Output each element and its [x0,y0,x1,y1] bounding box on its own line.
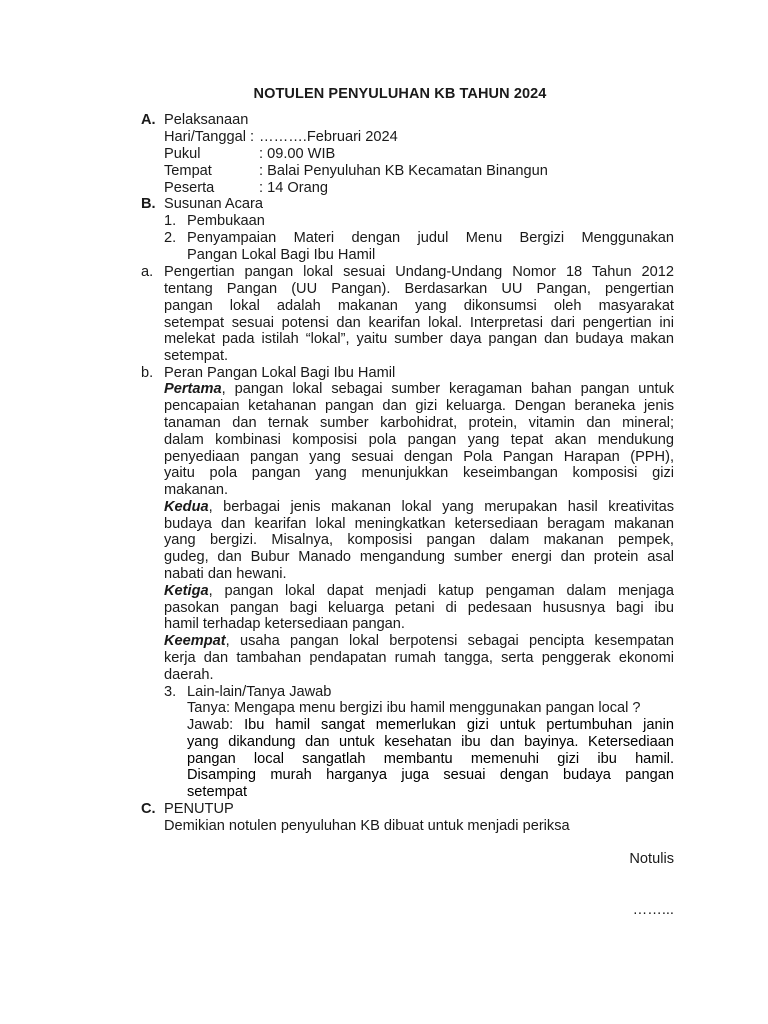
agenda-item-1-number: 1. [164,213,177,229]
answer-line: Disamping murah harganya juga sesuai dengan budaya pangan [187,767,674,783]
keempat-line [164,633,674,650]
section-c-marker: C. [141,801,156,817]
info-label: Hari/Tanggal : [164,129,255,145]
section-a-marker: A. [141,112,156,128]
ketiga-text: , pangan lokal dapat menjadi katup pengaman dalam menjaga [208,583,674,599]
pertama-line: penyediaan pangan yang sesuai dengan Pola Pangan Harapan (PPH), [164,449,674,465]
pertama-line: dalam kombinasi komposisi pola pangan yang tepat akan mendukung [164,432,674,448]
info-value: : 09.00 WIB [259,146,336,162]
answer-line: yang dikandung dan untuk kesehatan ibu dan bayinya. Ketersediaan [187,734,674,750]
keempat-keyword: Keempat [164,633,226,649]
ketiga-line: pasokan pangan bagi keluarga petani di pedesaan hususnya bagi ibu [164,600,674,616]
keempat-line: daerah. [164,667,214,683]
pertama-text: , pangan lokal sebagai sumber keragaman bahan pangan untuk [221,381,674,397]
sub-a-line: setempat sesuai potensi dan kearifan lokal. Interpretasi dari pengertian ini [164,315,674,331]
sub-b-heading: Peran Pangan Lokal Bagi Ibu Hamil [164,365,396,381]
answer-line: pangan local sangatlah membantu memenuhi gizi ibu hamil. [187,751,674,767]
document-title: NOTULEN PENYULUHAN KB TAHUN 2024 [253,86,547,102]
info-row-date [164,129,398,146]
kedua-keyword: Kedua [164,499,209,515]
info-row-place [164,163,548,180]
info-value: ……….Februari 2024 [259,129,398,145]
section-b-marker: B. [141,196,156,212]
info-row-participants [164,180,328,197]
agenda-item-2-line: Penyampaian Materi dengan judul Menu Bergizi Menggunakan [187,230,674,246]
ketiga-line: hamil terhadap ketersediaan pangan. [164,616,405,632]
section-b-heading: Susunan Acara [164,196,263,212]
info-row-time [164,146,335,163]
sub-a-line: pangan lokal adalah makanan yang dikonsumsi oleh masyarakat [164,298,674,314]
agenda-item-3-number: 3. [164,684,177,700]
sub-a-line: setempat. [164,348,229,364]
answer-label: Jawab: [187,717,245,733]
pertama-keyword: Pertama [164,381,222,397]
question-line: Tanya: Mengapa menu bergizi ibu hamil menggunakan pangan local ? [187,700,641,716]
agenda-item-1: Pembukaan [187,213,265,229]
sub-a-line: Pengertian pangan lokal sesuai Undang-Undang Nomor 18 Tahun 2012 [164,264,674,280]
kedua-line [164,499,674,516]
pertama-line: tanaman dan ternak sumber karbohidrat, protein, vitamin dan mineral; [164,415,674,431]
section-a-heading: Pelaksanaan [164,112,249,128]
sub-a-line: melekat pada istilah “lokal”, yaitu sumber daya pangan dan budaya makan [164,331,674,347]
signature-role: Notulis [629,851,674,867]
kedua-text: , berbagai jenis makanan lokal yang merupakan hasil kreativitas [208,499,674,515]
sub-a-line: tentang Pangan (UU Pangan). Berdasarkan UU Pangan, pengertian [164,281,674,297]
answer-text: Ibu hamil sangat memerlukan gizi untuk pertumbuhan janin [244,717,674,733]
info-label: Tempat [164,163,212,179]
signature-name: ……... [632,902,674,918]
pertama-line: pencapaian ketahanan pangan dan gizi keluarga. Dengan beraneka jenis [164,398,674,414]
agenda-item-2-number: 2. [164,230,177,246]
info-label: Pukul [164,146,201,162]
sub-a-marker: a. [141,264,154,280]
keempat-line: kerja dan tambahan pendapatan rumah tangga, serta penggerak ekonomi [164,650,674,666]
info-value: : Balai Penyuluhan KB Kecamatan Binangun [259,163,548,179]
agenda-item-2-line: Pangan Lokal Bagi Ibu Hamil [187,247,376,263]
kedua-line: yang bergizi. Misalnya, komposisi pangan dalam makanan pempek, [164,532,674,548]
pertama-line: makanan. [164,482,229,498]
kedua-line: nabati dan hewani. [164,566,287,582]
keempat-text: , usaha pangan lokal berpotensi sebagai pencipta kesempatan [225,633,674,649]
answer-line: setempat [187,784,248,800]
kedua-line: budaya dan kearifan lokal meningkatkan ketersediaan beragam makanan [164,516,674,532]
section-c-heading: PENUTUP [164,801,234,817]
kedua-line: gudeg, dan Bubur Manado mengandung sumber energi dan protein asal [164,549,674,565]
pertama-line [164,381,674,398]
ketiga-line [164,583,674,600]
pertama-line: yaitu pola pangan yang menunjukkan keseimbangan komposisi gizi [164,465,674,481]
closing-text: Demikian notulen penyuluhan KB dibuat untuk menjadi periksa [164,818,570,834]
answer-line [187,717,674,734]
agenda-item-3: Lain-lain/Tanya Jawab [187,684,332,700]
sub-b-marker: b. [141,365,154,381]
info-value: : 14 Orang [259,180,328,196]
ketiga-keyword: Ketiga [164,583,209,599]
info-label: Peserta [164,180,215,196]
